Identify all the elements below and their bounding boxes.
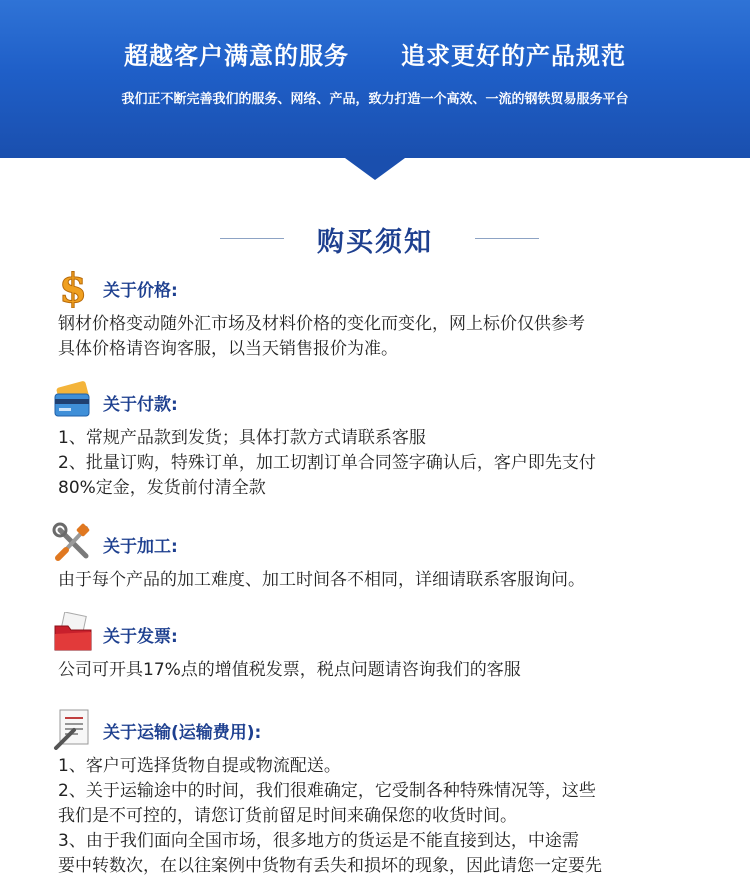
notice-line: 1、常规产品款到发货；具体打款方式请联系客服 — [58, 428, 426, 448]
section-header — [0, 214, 750, 264]
notice-line: 公司可开具17%点的增值税发票，税点问题请咨询我们的客服 — [58, 660, 521, 680]
notice-body — [58, 754, 708, 879]
notice-body — [58, 658, 708, 683]
notice-line: 1、客户可选择货物自提或物流配送。 — [58, 756, 341, 776]
notice-line: 2、批量订购，特殊订单，加工切割订单合同签字确认后，客户即先支付 — [58, 453, 596, 473]
banner-pointer — [345, 158, 405, 180]
notice-line: 2、关于运输途中的时间，我们很难确定，它受制各种特殊情况等，这些 — [58, 781, 596, 801]
notice-line: 3、由于我们面向全国市场，很多地方的货运是不能直接到达，中途需 — [58, 831, 579, 851]
banner-subtitle: 我们正不断完善我们的服务、网络、产品，致力打造一个高效、一流的钢铁贸易服务平台 — [121, 92, 629, 107]
folder-icon — [52, 612, 94, 654]
banner-title-left: 超越客户满意的服务 — [124, 42, 349, 70]
notice-heading: 关于加工: — [103, 537, 178, 557]
notice-heading: 关于价格: — [103, 281, 178, 301]
notice-heading: 关于运输(运输费用): — [103, 723, 262, 743]
notice-body — [58, 568, 708, 593]
divider-right — [475, 238, 539, 239]
notice-heading: 关于发票: — [103, 627, 178, 647]
notice-body — [58, 312, 708, 362]
notice-line: 我们是不可控的，请您订货前留足时间来确保您的收货时间。 — [58, 806, 517, 826]
banner-title — [0, 36, 750, 71]
notice-line: 钢材价格变动随外汇市场及材料价格的变化而变化，网上标价仅供参考 — [58, 314, 585, 334]
notice-body — [58, 426, 708, 501]
section-title: 购买须知 — [317, 227, 433, 258]
notice-line: 由于每个产品的加工难度、加工时间各不相同，详细请联系客服询问。 — [58, 570, 585, 590]
banner-title-right: 追求更好的产品规范 — [401, 42, 626, 70]
header-banner — [0, 0, 750, 158]
notice-line: 要中转数次，在以往案例中货物有丢失和损坏的现象，因此请您一定要先 — [58, 856, 602, 876]
dollar-icon — [52, 266, 94, 308]
svg-text:$: $ — [59, 266, 87, 308]
notice-line: 具体价格请咨询客服，以当天销售报价为准。 — [58, 339, 398, 359]
tools-icon — [52, 522, 94, 564]
notice-heading: 关于付款: — [103, 395, 178, 415]
notice-line: 80%定金，发货前付清全款 — [58, 478, 266, 498]
credit-card-icon — [52, 380, 94, 422]
document-pen-icon — [52, 708, 94, 750]
